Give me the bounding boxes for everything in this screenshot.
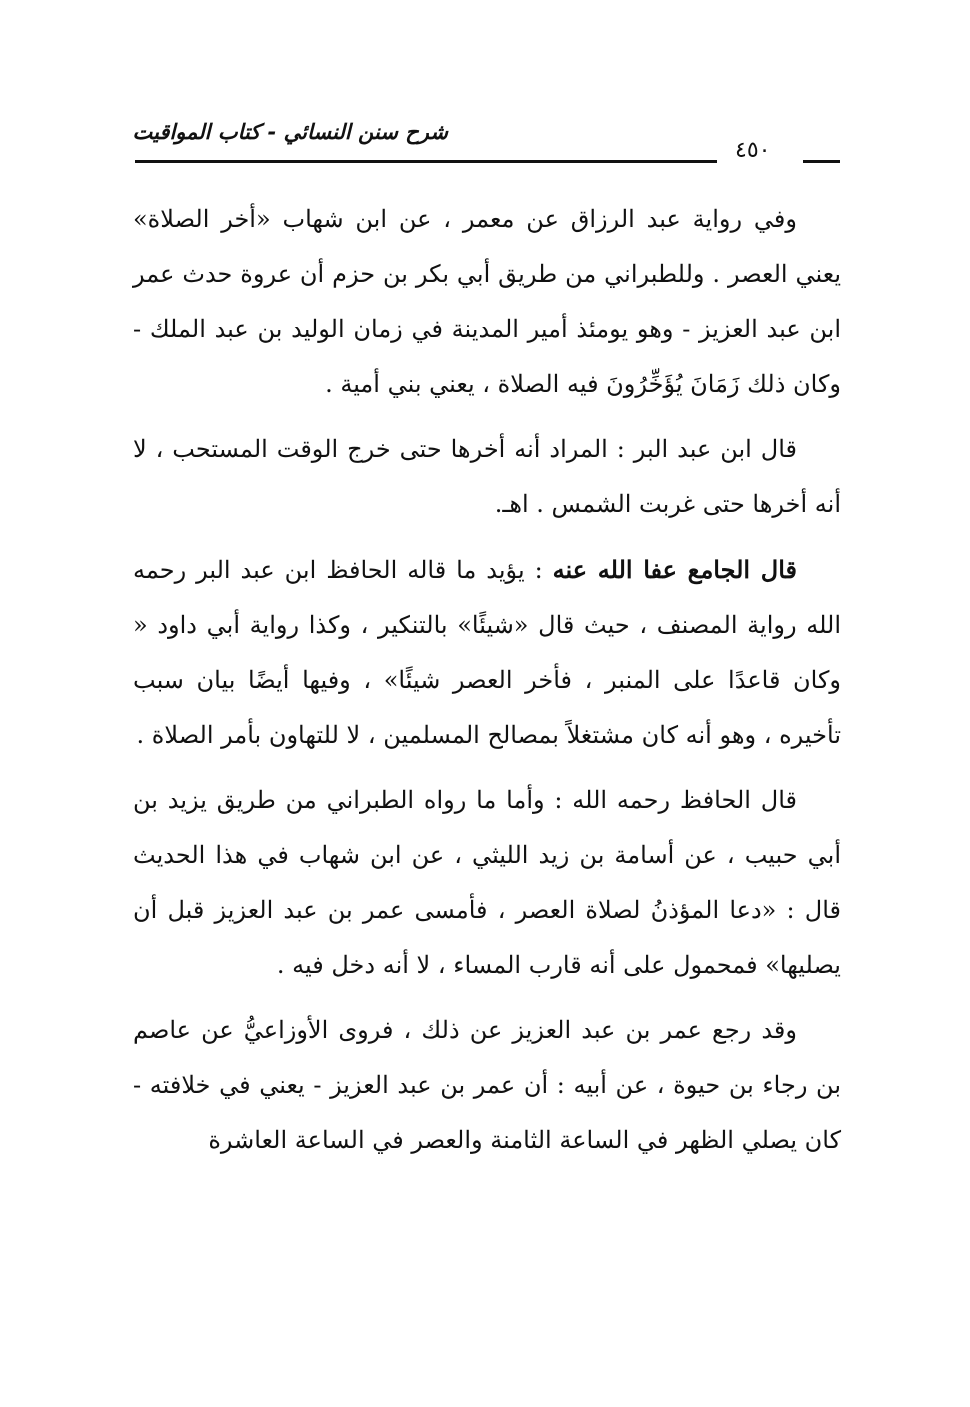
- paragraph-text: قال الحافظ رحمه الله : وأما ما رواه الطبراني من طريق يزيد بن أبي حبيب ، عن أسامة بن زيد الليثي ، عن ابن شهاب في هذا الحديث قال : «دعا المؤذنُ لصلاة العصر ، فأمسى عمر بن عبد العزيز قبل أن يصليها» فمحمول على أنه قارب المساء ، لا أنه دخل فيه .: [133, 786, 841, 979]
- paragraph: [133, 542, 841, 763]
- running-title: شرح سنن النسائي - كتاب المواقيت: [132, 120, 448, 144]
- paragraph-text: قال ابن عبد البر : المراد أنه أخرها حتى خرج الوقت المستحب ، لا أنه أخرها حتى غربت الشمس . اهـ.: [133, 435, 841, 518]
- paragraph-lead: قال الجامع عفا الله عنه: [552, 555, 797, 584]
- page-header: [132, 120, 840, 170]
- page-number: ٤٥٠: [735, 138, 771, 163]
- header-rule: [135, 160, 717, 163]
- paragraph-text: : يؤيد ما قاله الحافظ ابن عبد البر رحمه الله رواية المصنف ، حيث قال «شيئًا» بالتنكير ، وكذا رواية أبي داود « وكان قاعدًا على المنبر ، فأخر العصر شيئًا» ، وفيها أيضًا بيان سبب تأخيره ، وهو أنه كان مشتغلاً بمصالح المسلمين ، لا للتهاون بأمر الصلاة .: [133, 556, 841, 749]
- paragraph: [133, 192, 841, 412]
- paragraph-text: وقد رجع عمر بن عبد العزيز عن ذلك ، فروى الأوزاعيُّ عن عاصم بن رجاء بن حيوة ، عن أبيه : أن عمر بن عبد العزيز - يعني في خلافته - كان يصلي الظهر في الساعة الثامنة والعصر في الساعة العاشرة: [133, 1016, 841, 1154]
- body-text: [133, 192, 841, 1178]
- paragraph: [133, 422, 841, 532]
- paragraph: [133, 773, 841, 993]
- paragraph: [133, 1003, 841, 1168]
- paragraph-text: وفي رواية عبد الرزاق عن معمر ، عن ابن شهاب «أخر الصلاة» يعني العصر . وللطبراني من طريق أبي بكر بن حزم أن عروة حدث عمر ابن عبد العزيز - وهو يومئذ أمير المدينة في زمان الوليد بن عبد الملك - وكان ذلك زَمَانَ يُؤَخِّرُونَ فيه الصلاة ، يعني بني أمية .: [133, 205, 841, 398]
- page-number-rule: [803, 160, 840, 163]
